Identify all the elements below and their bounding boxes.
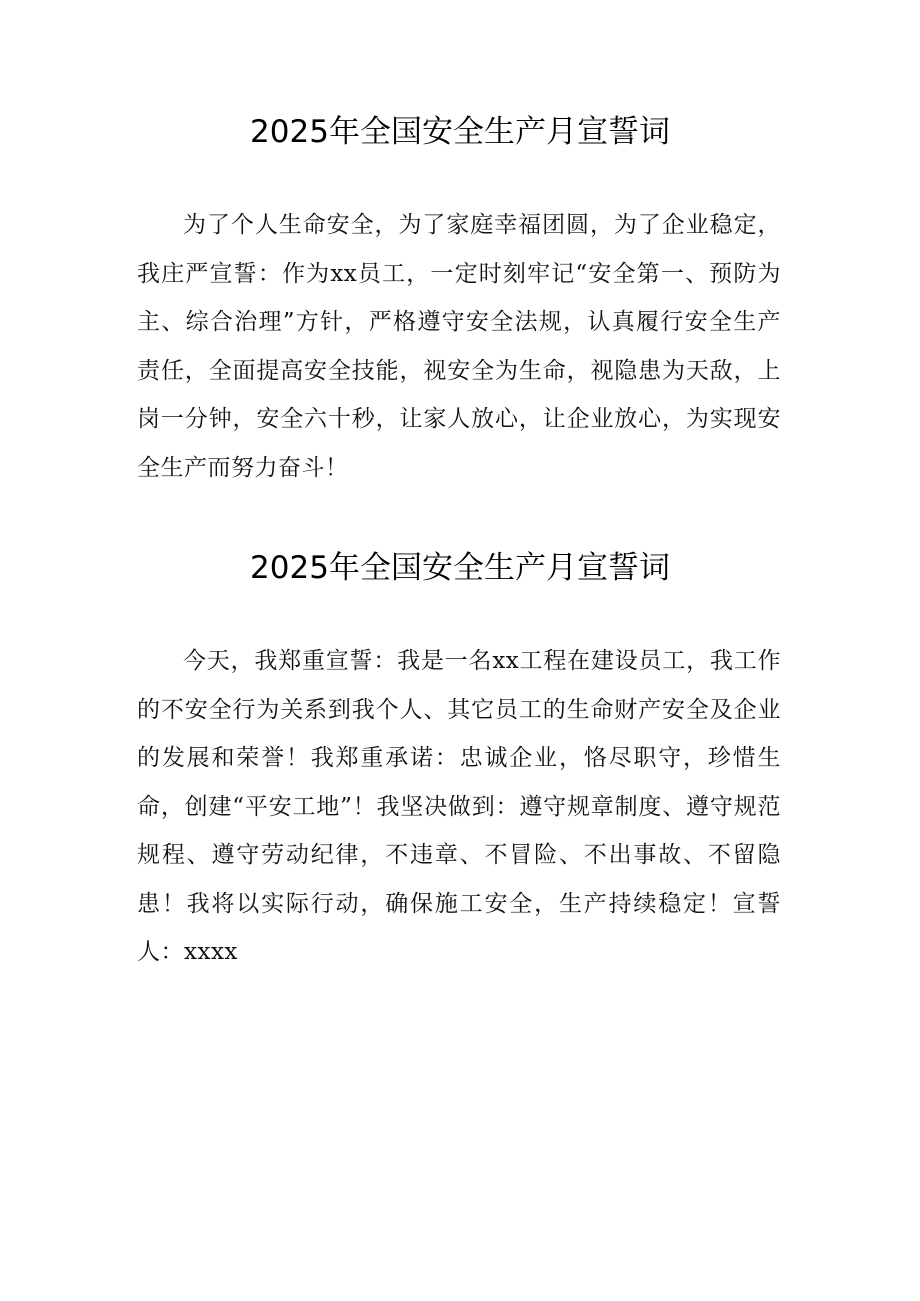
section-1-body: 为了个人生命安全，为了家庭幸福团圆，为了企业稳定，我庄严宣誓：作为xx员工，一定时刻牢记“安全第一、预防为主、综合治理”方针，严格遵守安全法规，认真履行安全生产责任，全面提高安全技能，视安全为生命，视隐患为天敌，上岗一分钟，安全六十秒，让家人放心，让企业放心，为实现安全生产而努力奋斗！ — [137, 212, 781, 481]
section-1-title: 2025年全国安全生产月宣誓词 — [250, 114, 670, 150]
section-2-title: 2025年全国安全生产月宣誓词 — [250, 550, 670, 586]
section-2-body: 今天，我郑重宣誓：我是一名xx工程在建设员工，我工作的不安全行为关系到我个人、其它员工的生命财产安全及企业的发展和荣誉！我郑重承诺：忠诚企业，恪尽职守，珍惜生命，创建“平安工地”！我坚决做到：遵守规章制度、遵守规范规程、遵守劳动纪律，不违章、不冒险、不出事故、不留隐患！我将以实际行动，确保施工安全，生产持续稳定！宣誓人：xxxx — [137, 648, 781, 965]
